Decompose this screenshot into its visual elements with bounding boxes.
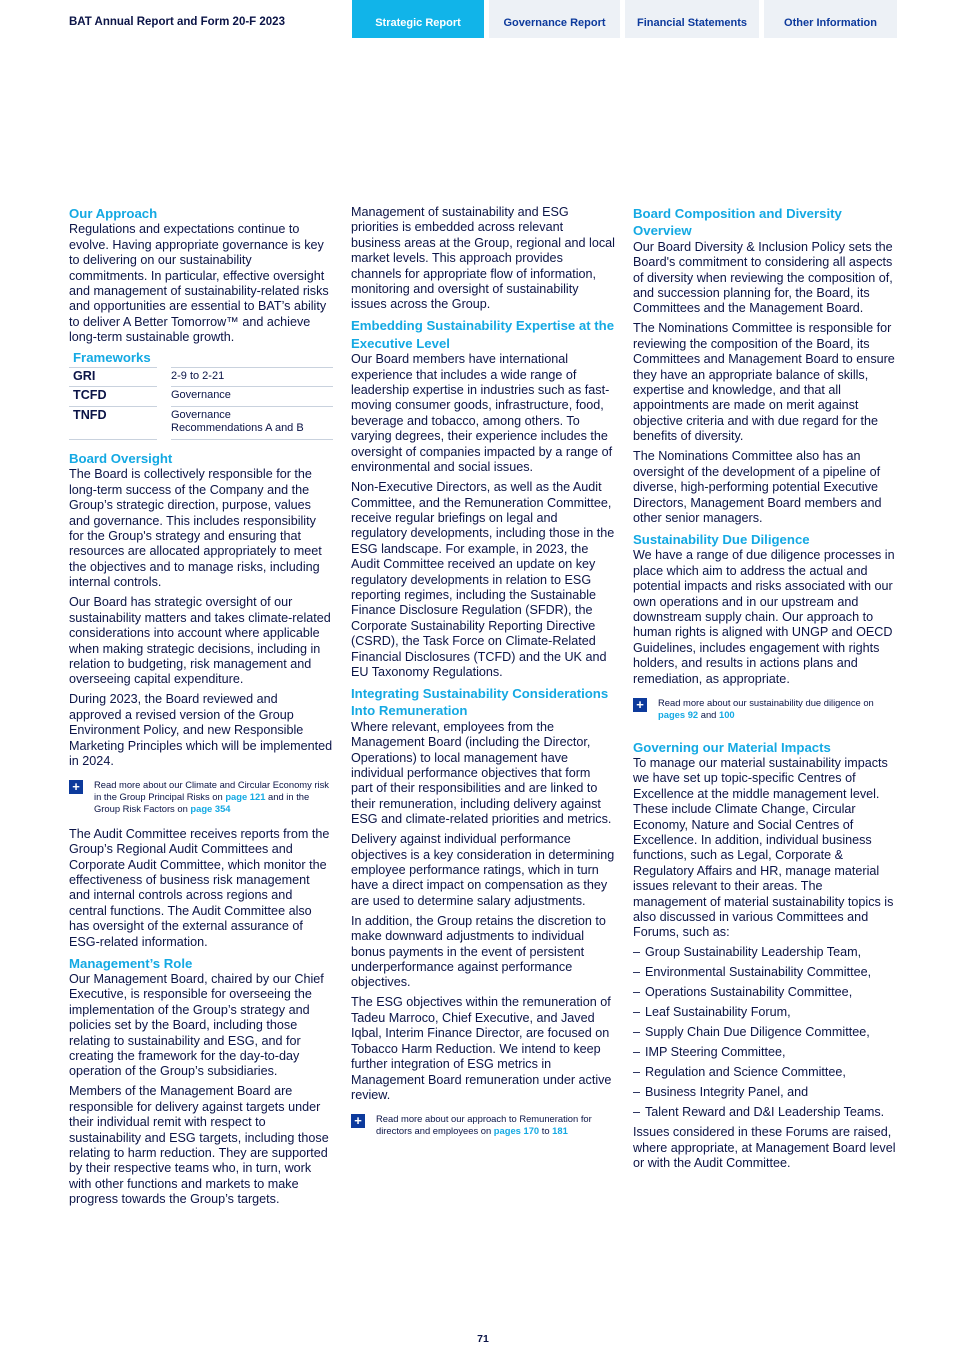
page-link[interactable]: 100 <box>719 708 735 720</box>
page-link[interactable]: pages 92 <box>658 708 699 720</box>
framework-name: GRI <box>69 367 157 387</box>
heading-our-approach: Our Approach <box>69 206 158 221</box>
note-text: and in the Group Risk Factors on <box>94 791 310 814</box>
management-role-p2: Members of the Management Board are responsible for delivery against targets under their individual remit with respect to sustainability and ESG targets, including those relating to harm reduction. They are supported by their respective teams who, in turn, work with other functions and markets to make progress towards the Group’s targets. <box>69 1084 329 1207</box>
plus-icon: + <box>351 1114 365 1128</box>
management-role-p1: Our Management Board, chaired by our Chief Executive, is responsible for overseeing the implementation of the Group’s strategy and policies set by the Board, including those relating to sustainability and ESG, and for creating the framework for the day-to-day operation of the Group’s subsidiaries. <box>69 971 324 1079</box>
heading-board-composition: Board Composition and Diversity Overview <box>633 206 842 239</box>
list-item: – Group Sustainability Leadership Team, <box>633 945 897 960</box>
integrating-p1: Where relevant, employees from the Management Board (including the Director, Operations) to local management have individual performance objectives that form part of their responsibilities and are linked to their remuneration, including delivery against ESG and climate-related priorities and metrics. <box>351 719 612 827</box>
due-diligence-text: We have a range of due diligence processes in place which aim to address the actual and potential impacts and risks associated with our own operations and in our upstream and downstream supply chain. Our approach to human rights is aligned with UNGP and OECD Guidelines, includes engagement with rights holders, and results in actions plans and remediation, as appropriate. <box>633 548 895 686</box>
page-link[interactable]: 181 <box>552 1125 568 1137</box>
report-title: BAT Annual Report and Form 20-F 2023 <box>69 16 285 28</box>
heading-due-diligence: Sustainability Due Diligence <box>633 531 810 547</box>
column-right <box>633 205 897 1176</box>
page-link[interactable]: page 354 <box>190 802 231 814</box>
frameworks-table <box>69 367 333 440</box>
list-item: – Operations Sustainability Committee, <box>633 985 897 1000</box>
material-impacts-closing: Issues considered in these Forums are raised, where appropriate, at Management Board level or with the Audit Committee. <box>633 1125 896 1171</box>
list-item: – Business Integrity Panel, and <box>633 1085 897 1100</box>
framework-value-line: 2-9 to 2-21 <box>171 369 225 382</box>
integrating-p3: In addition, the Group retains the discretion to make downward adjustments to individual bonus payments in the event of persistent underperformance against performance objectives. <box>351 913 606 990</box>
heading-integrating-remuneration: Integrating Sustainability Considerations Into Remuneration <box>351 685 609 719</box>
integrating-p2: Delivery against individual performance objectives is a key consideration in determining employee performance ratings, which in turn have a direct impact on compensation as they are used to determine salary adjustments. <box>351 832 615 908</box>
our-approach-text: Regulations and expectations continue to evolve. Having appropriate governance is key to delivering on our sustainability commitments. In particular, effective oversight and management of sustainability-related risks and opportunities are essential to BAT’s ability to deliver A Better Tomorrow™ and achieve long-term sustainable growth. <box>69 222 329 345</box>
column-left <box>69 205 333 1212</box>
board-oversight-p2: Our Board has strategic oversight of our sustainability matters and takes climate-related considerations into account where applicable when making strategic decisions, including in relation to budgeting, risk management and overseeing capital expenditure. <box>69 595 331 687</box>
list-item: – IMP Steering Committee, <box>633 1045 897 1060</box>
list-item: – Supply Chain Due Diligence Committee, <box>633 1025 897 1040</box>
list-item: – Leaf Sustainability Forum, <box>633 1005 897 1020</box>
framework-value <box>171 406 333 439</box>
page-link[interactable]: page 121 <box>225 791 266 803</box>
note-text: and <box>698 708 719 720</box>
board-composition-p2: The Nominations Committee is responsible for reviewing the composition of the Board, its Committees and Management Board to ensure they have an appropriate balance of skills, expertise and knowledge, and that all appointments are made on merit against objective criteria and with due regard for the benefits of diversity. <box>633 321 895 444</box>
page-link[interactable]: pages 170 <box>493 1125 540 1137</box>
note-text: Read more about our approach to Remuneration for directors and employees on <box>376 1113 592 1137</box>
read-more-climate-note <box>69 779 333 814</box>
heading-management-role: Management’s Role <box>69 955 193 971</box>
read-more-remuneration-note <box>351 1113 615 1137</box>
column-middle <box>351 205 615 1149</box>
framework-name: TCFD <box>69 387 157 407</box>
embedding-p1: Our Board members have international experience that includes a wide range of leadership expertise in industries such as fast-moving consumer goods, infrastructure, food, beverage and tobacco, among others. To varying degrees, their experience includes the oversight of companies impacted by a range of environmental and social issues. <box>351 352 613 475</box>
list-item: – Talent Reward and D&I Leadership Teams. <box>633 1105 897 1120</box>
note-text: Read more about our sustainability due diligence on <box>658 696 874 708</box>
page-number: 71 <box>477 1333 489 1345</box>
table-row <box>69 387 333 407</box>
management-intro: Management of sustainability and ESG priorities is embedded across relevant business areas at the Group, regional and local market levels. This approach provides channels for appropriate flow of information, monitoring and oversight of sustainability issues across the Group. <box>351 205 615 312</box>
board-oversight-p3: During 2023, the Board reviewed and approved a revised version of the Group Environment Policy, and new Responsible Marketing Principles which will be implemented in 2024. <box>69 692 333 768</box>
material-impacts-text: To manage our material sustainability impacts we have set up topic-specific Centres of Excellence at the middle management level. These include Climate Change, Circular Economy, Nature and Social Centres of Excellence. In addition, individual business functions, such as Legal, Corporate & Regulatory Affairs and HR, manage material issues relevant to their areas. The management of material sustainability topics is also discussed in various Committees and Forums, such as: <box>633 755 894 940</box>
forums-list <box>633 945 897 1120</box>
heading-board-oversight: Board Oversight <box>69 451 173 467</box>
tab-strategic-report[interactable]: Strategic Report <box>352 0 484 38</box>
list-item: – Regulation and Science Committee, <box>633 1065 897 1080</box>
framework-value-line: Recommendations A and B <box>171 422 304 435</box>
integrating-p4: The ESG objectives within the remuneration of Tadeu Marroco, Chief Executive, and Javed Iqbal, Interim Finance Director, are focused on Tobacco Harm Reduction. We intend to keep further integration of ESG metrics in Management Board remuneration under active review. <box>351 995 612 1102</box>
heading-material-impacts: Governing our Material Impacts <box>633 739 831 755</box>
board-oversight-p1: The Board is collectively responsible for the long-term success of the Company and the Group’s strategic direction, purpose, values and governance. This includes responsibility for the Group's strategy and ensuring that resources are allocated appropriately to meet the objectives and to manage risks, including internal controls. <box>69 467 322 590</box>
note-text: to <box>539 1125 553 1137</box>
list-item: – Environmental Sustainability Committee, <box>633 965 897 980</box>
tab-other-information[interactable]: Other Information <box>764 0 897 38</box>
tab-financial-statements[interactable]: Financial Statements <box>625 0 759 38</box>
note-text: Read more about our Climate and Circular Economy risk in the Group Principal Risks on <box>94 779 329 803</box>
audit-committee-paragraph: The Audit Committee receives reports from the Group’s Regional Audit Committees and Corporate Audit Committee, which monitor the effectiveness of business risk management and internal controls across regions and central functions. The Audit Committee also has oversight of the external assurance of ESG-related information. <box>69 826 330 949</box>
framework-value <box>171 367 333 387</box>
tab-governance-report[interactable]: Governance Report <box>489 0 620 38</box>
read-more-due-diligence-note <box>633 697 897 721</box>
table-row <box>69 406 333 439</box>
table-row <box>69 367 333 387</box>
frameworks-heading: Frameworks <box>73 350 151 366</box>
framework-name: TNFD <box>69 406 157 439</box>
framework-value-line: Governance <box>171 408 231 421</box>
framework-value-line: Governance <box>171 389 231 402</box>
framework-value <box>171 387 333 407</box>
heading-embedding-expertise: Embedding Sustainability Expertise at the Executive Level <box>351 318 615 351</box>
board-composition-p3: The Nominations Committee also has an oversight of the development of a pipeline of diverse, high-performing potential Executive Directors, Management Board members and other senior managers. <box>633 449 882 525</box>
board-composition-p1: Our Board Diversity & Inclusion Policy sets the Board's commitment to considering all aspects of diversity when reviewing the composition of, and succession planning for, the Board, its Committees and the Management Board. <box>633 239 893 316</box>
plus-icon: + <box>633 698 647 712</box>
embedding-p2: Non-Executive Directors, as well as the Audit Committee, and the Remuneration Committee, receive regular briefings on legal and regulatory developments, including those in the ESG landscape. For example, in 2023, the Audit Committee received an update on key regulatory developments in relation to ESG reporting regimes, including the Sustainable Finance Disclosure Regulation (SFDR), the Corporate Sustainability Reporting Directive (CSRD), the Task Force on Climate-Related Financial Disclosures (TCFD) and the UK and EU Taxonomy Regulations. <box>351 480 615 679</box>
plus-icon: + <box>69 780 83 794</box>
